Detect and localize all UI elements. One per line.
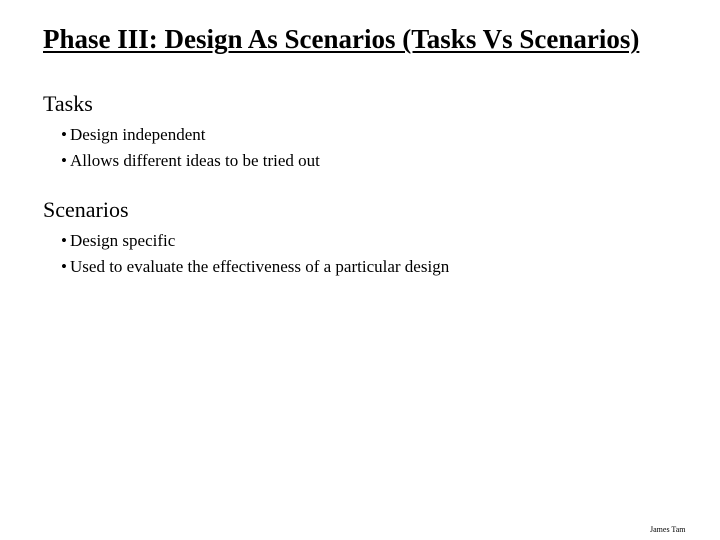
- section-heading-scenarios: Scenarios: [43, 197, 129, 222]
- slide-title: Phase III: Design As Scenarios (Tasks Vs Scenarios): [43, 24, 640, 54]
- bullet-text: Design specific: [70, 231, 176, 250]
- bullet-icon: •: [61, 125, 67, 144]
- section-heading-tasks: Tasks: [43, 91, 93, 116]
- bullet-list-scenarios: [43, 228, 449, 280]
- bullet-text: Design independent: [70, 125, 206, 144]
- bullet-text: Allows different ideas to be tried out: [70, 151, 320, 170]
- bullet-item: [61, 122, 320, 148]
- bullet-text: Used to evaluate the effectiveness of a particular design: [70, 257, 450, 276]
- section-scenarios: [43, 198, 449, 280]
- bullet-icon: •: [61, 151, 67, 170]
- bullet-icon: •: [61, 257, 67, 276]
- bullet-icon: •: [61, 231, 67, 250]
- bullet-item: [61, 228, 449, 254]
- bullet-list-tasks: [43, 122, 320, 174]
- section-tasks: [43, 92, 320, 174]
- bullet-item: [61, 254, 449, 280]
- footer-author: James Tam: [650, 525, 686, 534]
- bullet-item: [61, 148, 320, 174]
